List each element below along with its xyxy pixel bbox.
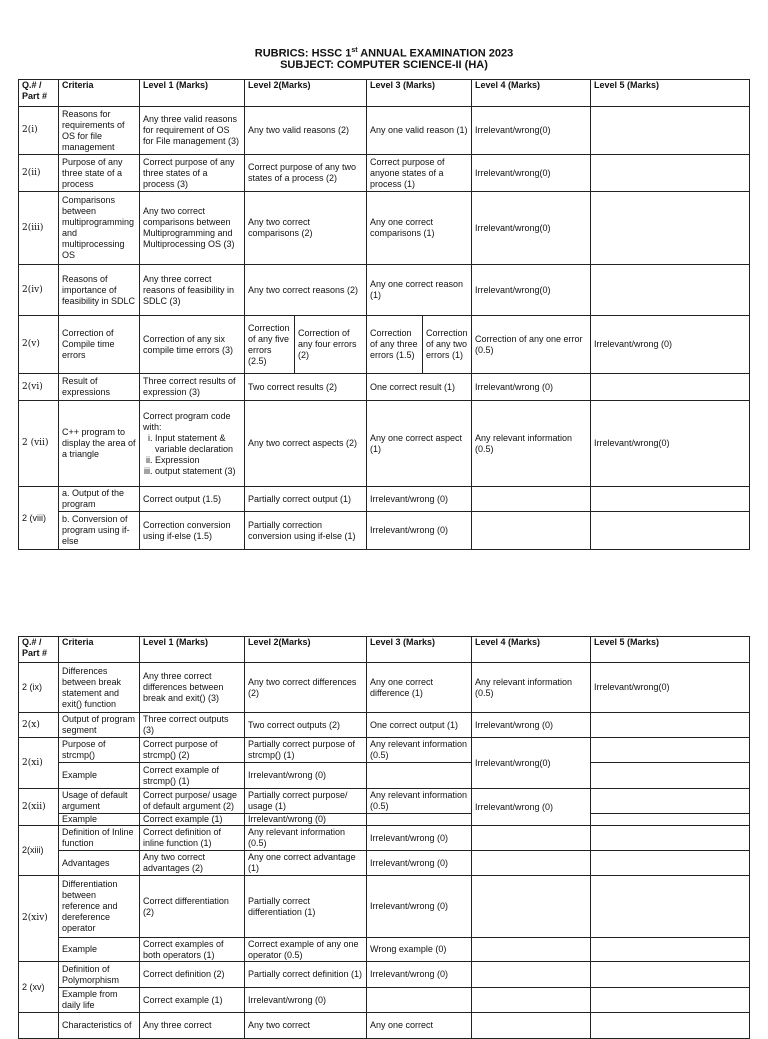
criteria-cell: Reasons of importance of feasibility in SDLC (59, 265, 140, 316)
level1-cell: Any three correct (140, 1013, 245, 1039)
level1-cell: Three correct outputs (3) (140, 713, 245, 738)
level2-cell: Irrelevant/wrong (0) (245, 763, 367, 789)
question-number: 2(v) (19, 316, 59, 374)
level3-cell (367, 763, 472, 789)
level2-cell: Partially correct purpose/ usage (1) (245, 789, 367, 814)
level4-cell (472, 962, 591, 988)
col-header-level1: Level 1 (Marks) (140, 637, 245, 663)
col-header-q: Q.# / Part # (19, 80, 59, 107)
level2-cell: Any two correct differences (2) (245, 663, 367, 713)
level3-cell: One correct output (1) (367, 713, 472, 738)
criteria-cell: Correction of Compile time errors (59, 316, 140, 374)
level2-cell: Any two correct reasons (2) (245, 265, 367, 316)
criteria-cell: b. Conversion of program using if-else (59, 512, 140, 550)
question-number: 2(i) (19, 107, 59, 155)
level1-cell: Correct definition (2) (140, 962, 245, 988)
level2-cell: Any one correct advantage (1) (245, 851, 367, 876)
col-header-level2: Level 2(Marks) (245, 80, 367, 107)
level3-cell: Any one correct comparisons (1) (367, 192, 472, 265)
level5-cell (591, 155, 750, 192)
col-header-criteria: Criteria (59, 80, 140, 107)
criteria-cell: Example from daily life (59, 988, 140, 1013)
level1-cell: Correct purpose of any three states of a process (3) (140, 155, 245, 192)
rubric-table-2 (18, 636, 750, 1039)
col-header-q: Q.# / Part # (19, 637, 59, 663)
level1-cell: Correction conversion using if-else (1.5) (140, 512, 245, 550)
level2-cell: Irrelevant/wrong (0) (245, 988, 367, 1013)
level3-cell: Any one valid reason (1) (367, 107, 472, 155)
level4-cell (472, 826, 591, 851)
criteria-cell: Purpose of strcmp() (59, 738, 140, 763)
question-number: 2 (ix) (19, 663, 59, 713)
level3a-cell: Correction of any three errors (1.5) (367, 316, 423, 374)
level5-cell (591, 938, 750, 962)
level3-cell: Any one correct difference (1) (367, 663, 472, 713)
question-number: 2 (xv) (19, 962, 59, 1013)
subject-title: SUBJECT: COMPUTER SCIENCE-II (HA) (280, 59, 488, 71)
table-row (19, 192, 750, 265)
criteria-cell: Definition of Inline function (59, 826, 140, 851)
table-row (19, 316, 750, 374)
col-header-level4: Level 4 (Marks) (472, 80, 591, 107)
level5-cell (591, 713, 750, 738)
level1-cell: Any two correct advantages (2) (140, 851, 245, 876)
level3-cell: Any relevant information (0.5) (367, 738, 472, 763)
level3-cell: Irrelevant/wrong (0) (367, 512, 472, 550)
level4-cell: Irrelevant/wrong(0) (472, 107, 591, 155)
level2-cell: Correct purpose of any two states of a process (2) (245, 155, 367, 192)
level5-cell (591, 826, 750, 851)
criteria-cell: Purpose of any three state of a process (59, 155, 140, 192)
criteria-cell: Reasons for requirements of OS for file management (59, 107, 140, 155)
list-item: i. Input statement & variable declaration (155, 433, 241, 455)
level2-cell: Any two valid reasons (2) (245, 107, 367, 155)
level2-cell: Two correct results (2) (245, 374, 367, 401)
level3-cell: Any one correct reason (1) (367, 265, 472, 316)
rubric-table-1 (18, 79, 750, 550)
level5-cell (591, 789, 750, 814)
criteria-cell: Definition of Polymorphism (59, 962, 140, 988)
level2-cell: Partially correction conversion using if-else (1) (245, 512, 367, 550)
level5-cell (591, 487, 750, 512)
level4-cell: Irrelevant/wrong (0) (472, 374, 591, 401)
level3-cell: Any one correct aspect (1) (367, 401, 472, 487)
question-number: 2(iii) (19, 192, 59, 265)
level2-cell: Any two correct aspects (2) (245, 401, 367, 487)
col-header-level3: Level 3 (Marks) (367, 80, 472, 107)
question-number: 2(xi) (19, 738, 59, 789)
level4-cell: Irrelevant/wrong(0) (472, 155, 591, 192)
rubric-title: RUBRICS: HSSC 1st ANNUAL EXAMINATION 2023 (254, 47, 514, 60)
level1-cell: Correction of any six compile time errors (3) (140, 316, 245, 374)
level4-cell (472, 988, 591, 1013)
level4-cell (472, 876, 591, 938)
criteria-cell: Advantages (59, 851, 140, 876)
table-row (19, 512, 750, 550)
level5-cell: Irrelevant/wrong(0) (591, 401, 750, 487)
level1-list (143, 433, 241, 477)
level2-cell: Any relevant information (0.5) (245, 826, 367, 851)
criteria-cell: Example (59, 763, 140, 789)
level4-cell: Irrelevant/wrong(0) (472, 738, 591, 789)
level2-cell: Irrelevant/wrong (0) (245, 814, 367, 826)
question-number: 2 (vii) (19, 401, 59, 487)
level3-cell (367, 814, 472, 826)
level1-cell: Correct purpose/ usage of default argument (2) (140, 789, 245, 814)
level5-cell (591, 962, 750, 988)
criteria-cell: Differences between break statement and exit() function (59, 663, 140, 713)
level3-cell: One correct result (1) (367, 374, 472, 401)
table-row (19, 107, 750, 155)
level2-cell: Partially correct definition (1) (245, 962, 367, 988)
level2-cell: Correct example of any one operator (0.5) (245, 938, 367, 962)
criteria-cell: Example (59, 938, 140, 962)
table-row (19, 962, 750, 988)
level2-cell: Partially correct output (1) (245, 487, 367, 512)
level5-cell (591, 851, 750, 876)
table-row (19, 988, 750, 1013)
col-header-level1: Level 1 (Marks) (140, 80, 245, 107)
level1-intro: Correct program code with: (143, 410, 231, 432)
level3-cell (367, 988, 472, 1013)
question-number: 2(iv) (19, 265, 59, 316)
header-row (19, 80, 750, 107)
criteria-cell: Differentiation between reference and dereference operator (59, 876, 140, 938)
level5-cell (591, 512, 750, 550)
level1-cell: Any three valid reasons for requirement of OS for File management (3) (140, 107, 245, 155)
table-row (19, 738, 750, 763)
level5-cell (591, 814, 750, 826)
question-number: 2(xiii) (19, 826, 59, 876)
level5-cell: Irrelevant/wrong(0) (591, 663, 750, 713)
level5-cell (591, 1013, 750, 1039)
level5-cell (591, 192, 750, 265)
level5-cell (591, 988, 750, 1013)
col-header-level2: Level 2(Marks) (245, 637, 367, 663)
level4-cell (472, 851, 591, 876)
level1-cell: Correct definition of inline function (1) (140, 826, 245, 851)
level4-cell: Irrelevant/wrong (0) (472, 713, 591, 738)
level3-cell: Irrelevant/wrong (0) (367, 487, 472, 512)
header-row (19, 637, 750, 663)
level3-cell: Irrelevant/wrong (0) (367, 826, 472, 851)
criteria-cell: Comparisons between multiprogramming and multiprocessing OS (59, 192, 140, 265)
level5-cell (591, 374, 750, 401)
question-number (19, 1013, 59, 1039)
col-header-level3: Level 3 (Marks) (367, 637, 472, 663)
table-row (19, 265, 750, 316)
col-header-level5: Level 5 (Marks) (591, 80, 750, 107)
level3-cell: Any one correct (367, 1013, 472, 1039)
table-row (19, 713, 750, 738)
level5-cell (591, 107, 750, 155)
criteria-cell: Result of expressions (59, 374, 140, 401)
level2-cell: Partially correct differentiation (1) (245, 876, 367, 938)
level5-cell: Irrelevant/wrong (0) (591, 316, 750, 374)
level2b-cell: Correction of any four errors (2) (295, 316, 367, 374)
level2-cell: Partially correct purpose of strcmp() (1) (245, 738, 367, 763)
level4-cell: Irrelevant/wrong (0) (472, 789, 591, 826)
level4-cell: Correction of any one error (0.5) (472, 316, 591, 374)
table-row (19, 851, 750, 876)
level1-cell: Correct example (1) (140, 814, 245, 826)
level1-cell: Any three correct reasons of feasibility in SDLC (3) (140, 265, 245, 316)
level3-cell: Any relevant information (0.5) (367, 789, 472, 814)
level2-cell: Any two correct (245, 1013, 367, 1039)
level3-cell: Irrelevant/wrong (0) (367, 851, 472, 876)
table-row (19, 789, 750, 814)
level1-cell (140, 401, 245, 487)
level3-cell: Correct purpose of anyone states of a process (1) (367, 155, 472, 192)
level5-cell (591, 876, 750, 938)
table-row (19, 876, 750, 938)
level1-cell: Correct purpose of strcmp() (2) (140, 738, 245, 763)
table-row (19, 401, 750, 487)
table-row (19, 663, 750, 713)
level4-cell: Irrelevant/wrong(0) (472, 192, 591, 265)
level1-cell: Correct example (1) (140, 988, 245, 1013)
level2a-cell: Correction of any five errors (2.5) (245, 316, 295, 374)
level4-cell: Any relevant information (0.5) (472, 663, 591, 713)
table-row (19, 763, 750, 789)
level2-cell: Two correct outputs (2) (245, 713, 367, 738)
table-row (19, 487, 750, 512)
table-row (19, 826, 750, 851)
level1-cell: Any three correct differences between break and exit() (3) (140, 663, 245, 713)
level1-cell: Correct differentiation (2) (140, 876, 245, 938)
level1-cell: Correct examples of both operators (1) (140, 938, 245, 962)
criteria-cell: a. Output of the program (59, 487, 140, 512)
level4-cell (472, 1013, 591, 1039)
level4-cell (472, 938, 591, 962)
level3-cell: Wrong example (0) (367, 938, 472, 962)
level5-cell (591, 738, 750, 763)
table-row (19, 814, 750, 826)
question-number: 2(ii) (19, 155, 59, 192)
table-row (19, 1013, 750, 1039)
criteria-cell: Usage of default argument (59, 789, 140, 814)
level5-cell (591, 265, 750, 316)
question-number: 2(xii) (19, 789, 59, 826)
list-item: iii. output statement (3) (155, 466, 241, 477)
level1-cell: Correct output (1.5) (140, 487, 245, 512)
criteria-cell: C++ program to display the area of a triangle (59, 401, 140, 487)
col-header-level4: Level 4 (Marks) (472, 637, 591, 663)
level3-cell: Irrelevant/wrong (0) (367, 962, 472, 988)
table-row (19, 155, 750, 192)
criteria-cell: Output of program segment (59, 713, 140, 738)
level4-cell: Any relevant information (0.5) (472, 401, 591, 487)
level4-cell: Irrelevant/wrong(0) (472, 265, 591, 316)
question-number: 2(vi) (19, 374, 59, 401)
level1-cell: Correct example of strcmp() (1) (140, 763, 245, 789)
question-number: 2(x) (19, 713, 59, 738)
level1-cell: Three correct results of expression (3) (140, 374, 245, 401)
table-row (19, 374, 750, 401)
question-number: 2(xiv) (19, 876, 59, 962)
level4-cell (472, 512, 591, 550)
criteria-cell: Characteristics of (59, 1013, 140, 1039)
list-item: ii. Expression (155, 455, 241, 466)
level1-cell: Any two correct comparisons between Multiprogramming and Multiprocessing OS (3) (140, 192, 245, 265)
table-row (19, 938, 750, 962)
question-number: 2 (viii) (19, 487, 59, 550)
criteria-cell: Example (59, 814, 140, 826)
level3-cell: Irrelevant/wrong (0) (367, 876, 472, 938)
level5-cell (591, 763, 750, 789)
col-header-level5: Level 5 (Marks) (591, 637, 750, 663)
level4-cell (472, 487, 591, 512)
level2-cell: Any two correct comparisons (2) (245, 192, 367, 265)
level3b-cell: Correction of any two errors (1) (423, 316, 472, 374)
col-header-criteria: Criteria (59, 637, 140, 663)
